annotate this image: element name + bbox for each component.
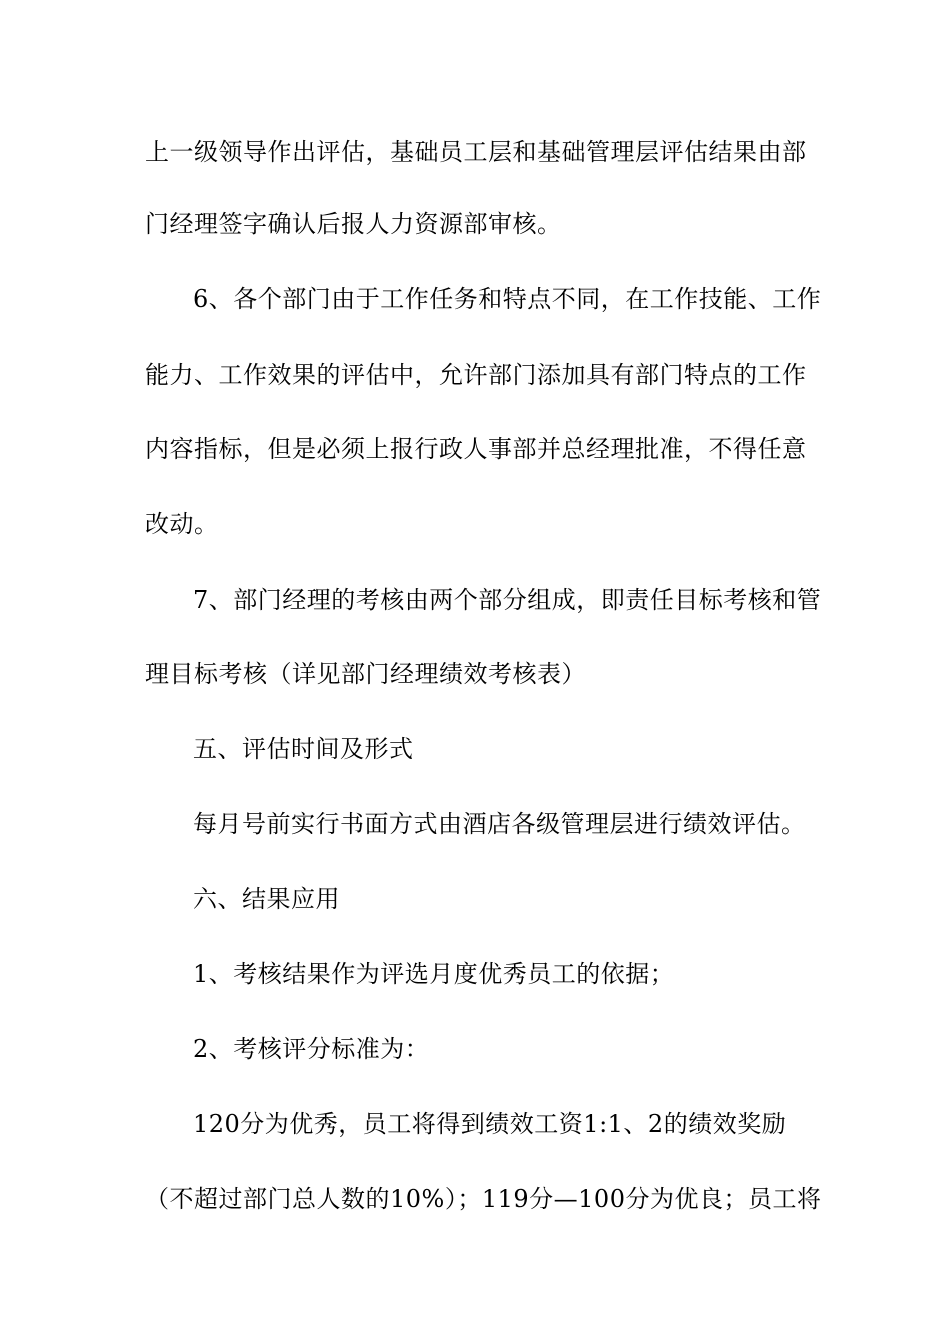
text-line-6: 改动。 — [145, 510, 219, 538]
text-line-14: 120分为优秀，员工将得到绩效工资1:1、2的绩效奖励 — [193, 1110, 787, 1138]
text-line-15: （不超过部门总人数的10%）；119分—100分为优良；员工将 — [145, 1185, 822, 1213]
text-line-4: 能力、工作效果的评估中，允许部门添加具有部门特点的工作 — [145, 361, 807, 389]
text-line-2: 门经理签字确认后报人力资源部审核。 — [145, 210, 562, 238]
text-line-10: 每月号前实行书面方式由酒店各级管理层进行绩效评估。 — [193, 810, 806, 838]
text-line-1: 上一级领导作出评估，基础员工层和基础管理层评估结果由部 — [145, 138, 807, 166]
text-line-7: 7、部门经理的考核由两个部分组成，即责任目标考核和管 — [193, 586, 822, 614]
section-heading-5: 五、评估时间及形式 — [193, 735, 414, 763]
section-heading-6: 六、结果应用 — [193, 885, 340, 913]
text-line-13: 2、考核评分标准为： — [193, 1035, 430, 1063]
text-line-12: 1、考核结果作为评选月度优秀员工的依据； — [193, 960, 675, 988]
text-line-5: 内容指标，但是必须上报行政人事部并总经理批准，不得任意 — [145, 435, 807, 463]
text-line-8: 理目标考核（详见部门经理绩效考核表） — [145, 660, 586, 688]
text-line-3: 6、各个部门由于工作任务和特点不同，在工作技能、工作 — [193, 285, 822, 313]
